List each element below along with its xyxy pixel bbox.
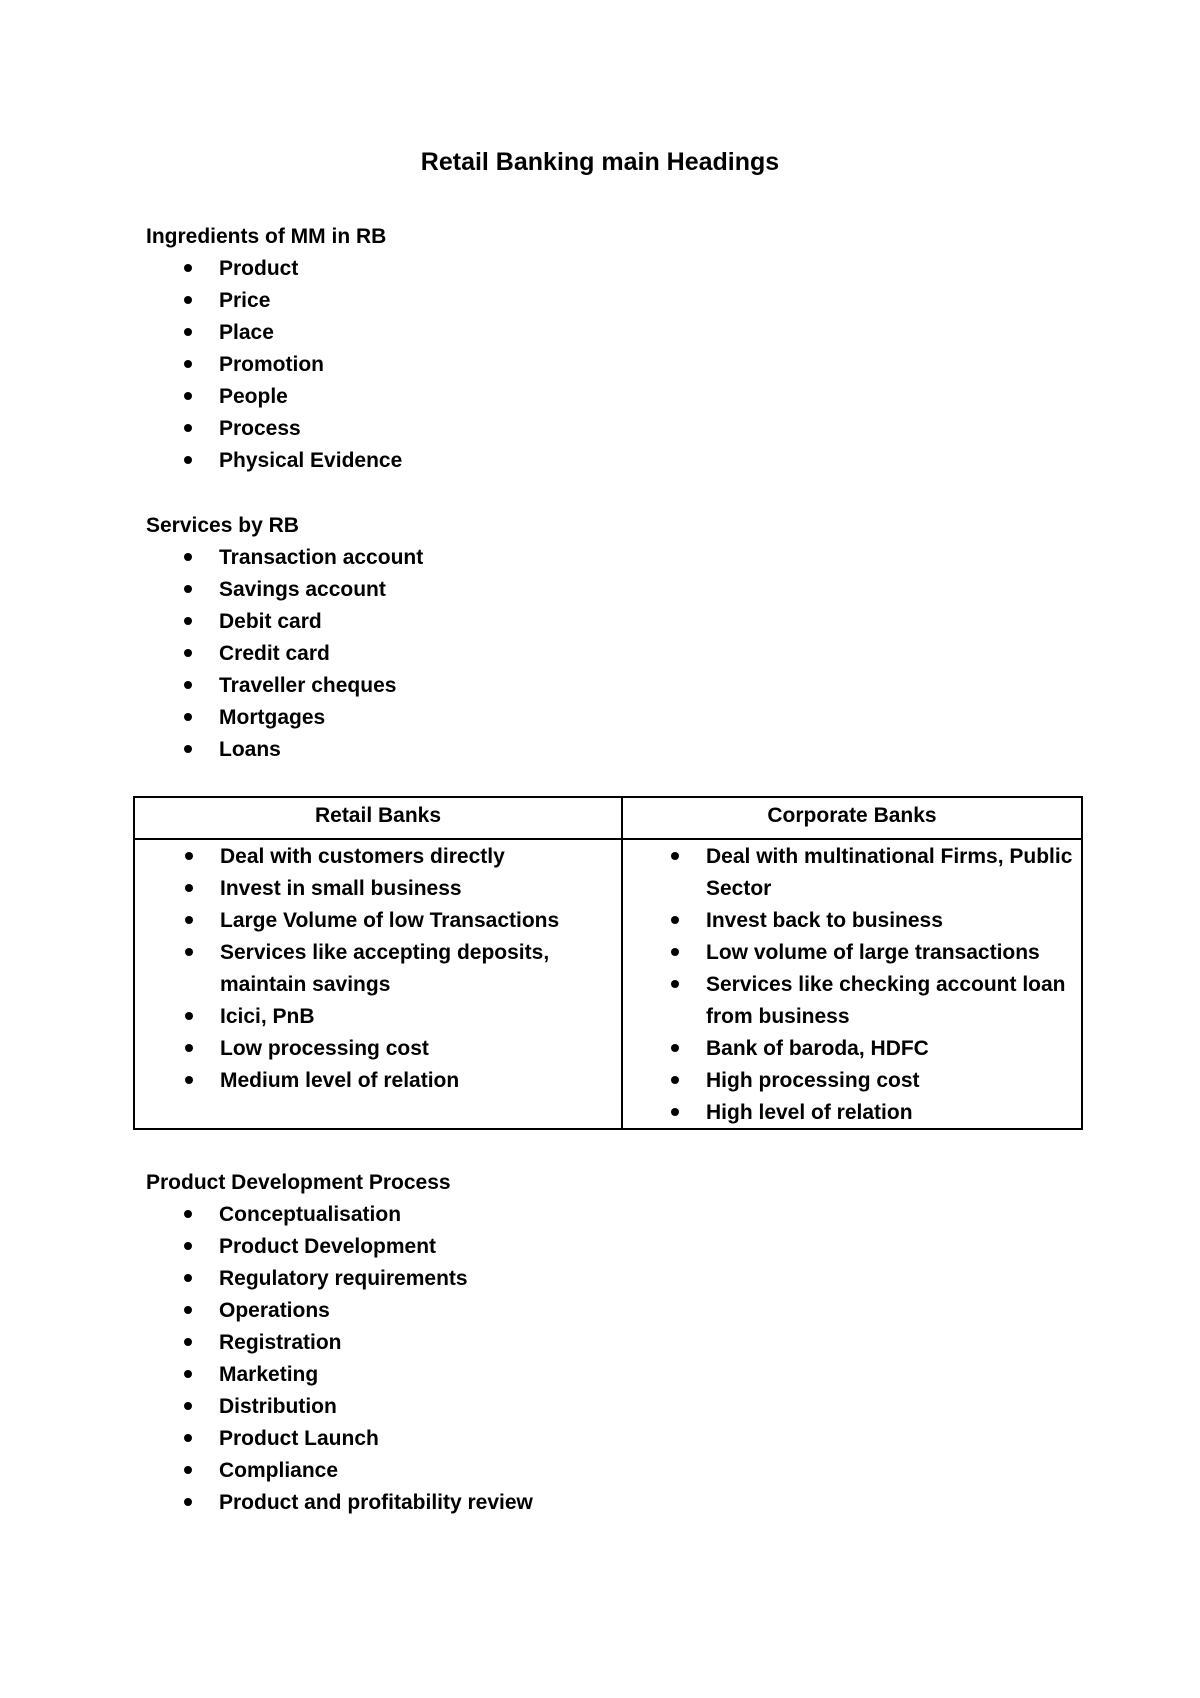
bullet-icon: [184, 1402, 192, 1410]
list-item: [146, 702, 1106, 734]
ingredients-heading: Ingredients of MM in RB: [146, 225, 387, 248]
bullet-icon: [184, 1210, 192, 1218]
bullet-icon: [184, 649, 192, 657]
bullet-icon: [184, 328, 192, 336]
list-item: [146, 1199, 1106, 1231]
list-item-text: Marketing: [219, 1363, 319, 1386]
list-item: [623, 969, 1081, 1033]
list-item-text: Distribution: [219, 1395, 337, 1418]
list-item-text: Services like checking account loan from business: [706, 973, 1066, 1028]
list-item-text: Product and profitability review: [219, 1491, 533, 1514]
list-item-text: Process: [219, 417, 301, 440]
list-item-text: Deal with customers directly: [220, 845, 505, 868]
bullet-icon: [184, 1274, 192, 1282]
bullet-icon: [184, 264, 192, 272]
bullet-icon: [671, 980, 679, 988]
bullet-icon: [184, 745, 192, 753]
list-item: [623, 1033, 1081, 1065]
retail-banks-header: Retail Banks: [314, 804, 442, 827]
bullet-icon: [184, 553, 192, 561]
list-item: [623, 841, 1081, 905]
bullet-icon: [184, 1434, 192, 1442]
bullet-icon: [184, 681, 192, 689]
list-item-text: Product: [219, 257, 299, 280]
list-item: [135, 937, 621, 1001]
bullet-icon: [671, 1076, 679, 1084]
list-item: [146, 381, 1106, 413]
bullet-icon: [184, 456, 192, 464]
ingredients-section: [146, 221, 1106, 477]
list-item-text: Bank of baroda, HDFC: [706, 1037, 929, 1060]
document-title: Retail Banking main Headings: [420, 148, 780, 176]
bullet-icon: [671, 1044, 679, 1052]
list-item-text: Services like accepting deposits, maintain savings: [220, 941, 550, 996]
table-header-row: [135, 798, 1081, 840]
corporate-banks-list: [623, 841, 1081, 1129]
bullet-icon: [184, 424, 192, 432]
list-item-text: High level of relation: [706, 1101, 913, 1124]
list-item: [135, 873, 621, 905]
bullet-icon: [185, 948, 193, 956]
list-item-text: High processing cost: [706, 1069, 920, 1092]
product-development-heading: Product Development Process: [146, 1171, 451, 1194]
list-item: [146, 445, 1106, 477]
list-item-text: Low processing cost: [220, 1037, 429, 1060]
bullet-icon: [671, 948, 679, 956]
list-item: [146, 1423, 1106, 1455]
list-item: [146, 1455, 1106, 1487]
list-item: [135, 1065, 621, 1097]
bullet-icon: [671, 916, 679, 924]
ingredients-list: [146, 253, 1106, 477]
list-item-text: Medium level of relation: [220, 1069, 460, 1092]
list-item: [146, 1487, 1106, 1519]
list-item-text: Product Launch: [219, 1427, 379, 1450]
bullet-icon: [671, 1108, 679, 1116]
list-item-text: Compliance: [219, 1459, 339, 1482]
list-item-text: Regulatory requirements: [219, 1267, 468, 1290]
bullet-icon: [185, 1076, 193, 1084]
services-list: [146, 542, 1106, 766]
list-item: [135, 841, 621, 873]
bullet-icon: [185, 1044, 193, 1052]
bullet-icon: [184, 360, 192, 368]
bullet-icon: [185, 1012, 193, 1020]
bullet-icon: [184, 585, 192, 593]
list-item-text: People: [219, 385, 288, 408]
bullet-icon: [184, 713, 192, 721]
list-item-text: Transaction account: [219, 546, 424, 569]
list-item-text: Invest back to business: [706, 909, 943, 932]
corporate-banks-header: Corporate Banks: [767, 804, 937, 827]
product-development-section: [146, 1167, 1106, 1519]
list-item: [146, 413, 1106, 445]
list-item: [146, 1295, 1106, 1327]
bullet-icon: [184, 296, 192, 304]
list-item: [623, 1097, 1081, 1129]
list-item: [623, 937, 1081, 969]
list-item: [135, 1033, 621, 1065]
list-item-text: Traveller cheques: [219, 674, 397, 697]
product-development-list: [146, 1199, 1106, 1519]
list-item-text: Deal with multinational Firms, Public Sector: [706, 845, 1073, 900]
list-item-text: Price: [219, 289, 271, 312]
bullet-icon: [185, 916, 193, 924]
list-item-text: Registration: [219, 1331, 342, 1354]
list-item-text: Large Volume of low Transactions: [220, 909, 560, 932]
list-item-text: Loans: [219, 738, 281, 761]
list-item-text: Icici, PnB: [220, 1005, 315, 1028]
list-item-text: Low volume of large transactions: [706, 941, 1040, 964]
list-item-text: Physical Evidence: [219, 449, 403, 472]
bullet-icon: [184, 617, 192, 625]
list-item-text: Place: [219, 321, 274, 344]
list-item-text: Debit card: [219, 610, 322, 633]
comparison-table: [133, 796, 1083, 1130]
bullet-icon: [185, 852, 193, 860]
list-item-text: Operations: [219, 1299, 330, 1322]
list-item: [146, 1327, 1106, 1359]
list-item: [146, 638, 1106, 670]
bullet-icon: [184, 1306, 192, 1314]
retail-banks-column: [135, 841, 621, 1097]
list-item-text: Invest in small business: [220, 877, 462, 900]
list-item: [146, 574, 1106, 606]
list-item: [623, 1065, 1081, 1097]
bullet-icon: [184, 1338, 192, 1346]
bullet-icon: [184, 1242, 192, 1250]
list-item: [146, 1359, 1106, 1391]
bullet-icon: [184, 1498, 192, 1506]
list-item: [146, 317, 1106, 349]
list-item: [146, 253, 1106, 285]
list-item-text: Conceptualisation: [219, 1203, 402, 1226]
bullet-icon: [184, 1370, 192, 1378]
corporate-banks-column: [623, 841, 1081, 1129]
retail-banks-list: [135, 841, 621, 1097]
list-item-text: Product Development: [219, 1235, 437, 1258]
list-item: [146, 606, 1106, 638]
services-heading: Services by RB: [146, 514, 299, 537]
list-item-text: Credit card: [219, 642, 330, 665]
bullet-icon: [184, 392, 192, 400]
bullet-icon: [184, 1466, 192, 1474]
list-item: [146, 1263, 1106, 1295]
list-item: [146, 1391, 1106, 1423]
bullet-icon: [185, 884, 193, 892]
list-item-text: Mortgages: [219, 706, 326, 729]
list-item: [623, 905, 1081, 937]
list-item: [146, 670, 1106, 702]
list-item: [146, 349, 1106, 381]
list-item: [135, 1001, 621, 1033]
list-item: [135, 905, 621, 937]
list-item: [146, 285, 1106, 317]
list-item: [146, 1231, 1106, 1263]
bullet-icon: [671, 852, 679, 860]
list-item: [146, 734, 1106, 766]
list-item-text: Savings account: [219, 578, 386, 601]
list-item: [146, 542, 1106, 574]
list-item-text: Promotion: [219, 353, 324, 376]
services-section: [146, 510, 1106, 766]
